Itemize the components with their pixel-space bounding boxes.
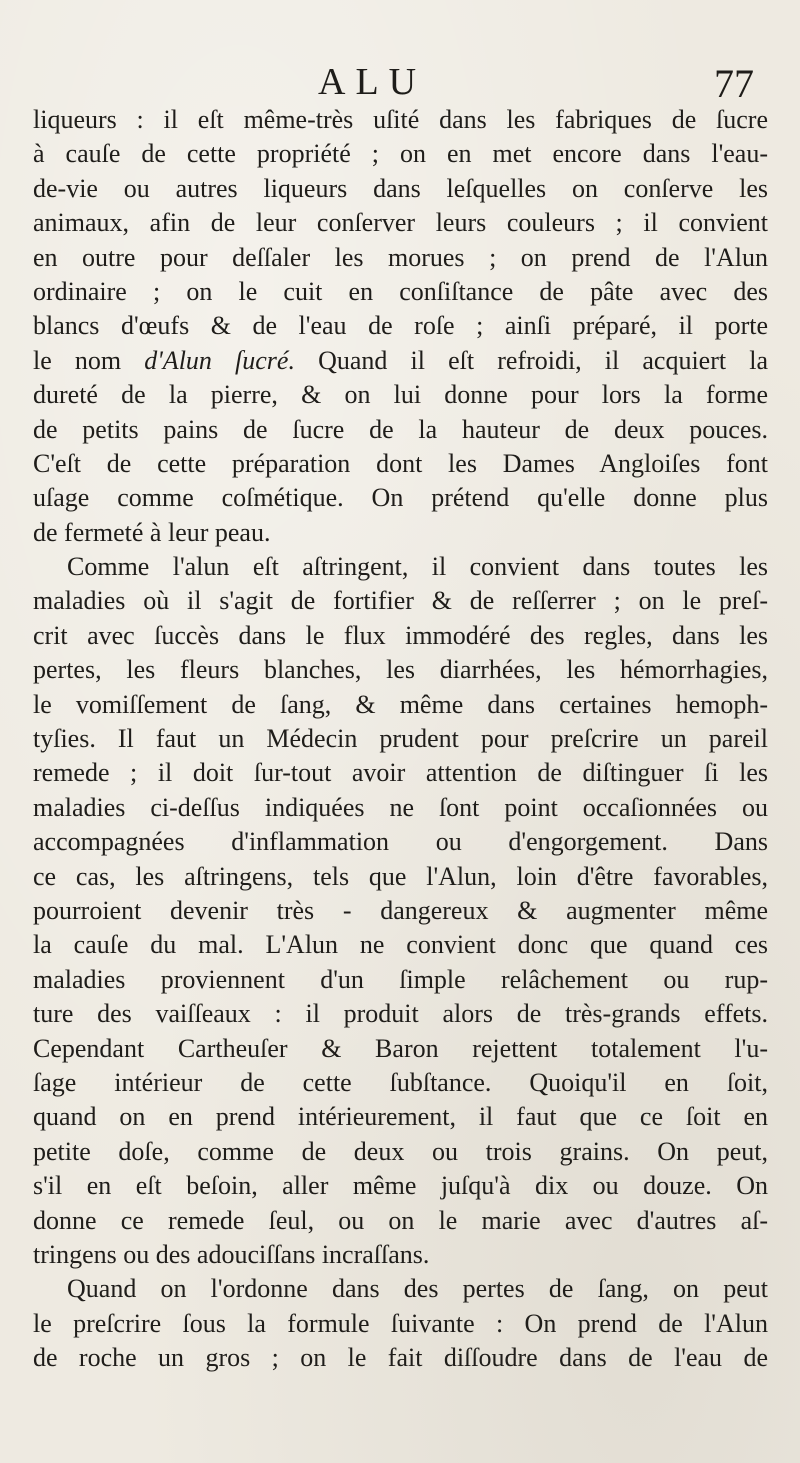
- text-line: le vomiſſement de ſang, & même dans certaines hemoph-: [33, 689, 768, 719]
- text-line: maladies proviennent d'un ſimple relâchement ou rup-: [33, 964, 768, 994]
- text-line: liqueurs : il eſt même-très uſité dans les fabriques de ſucre: [33, 105, 768, 134]
- text-line-with-italic: [33, 344, 768, 378]
- text-line: uſage comme coſmétique. On prétend qu'elle donne plus: [33, 483, 768, 513]
- paragraph-start-line: Comme l'alun eſt aſtringent, il convient dans toutes les: [67, 552, 768, 582]
- paragraph-start-line: Quand on l'ordonne dans des pertes de ſang, on peut: [67, 1274, 768, 1304]
- text-line: ſage intérieur de cette ſubſtance. Quoiqu'il en ſoit,: [33, 1067, 768, 1097]
- text-line: tyſies. Il faut un Médecin prudent pour preſcrire un pareil: [33, 724, 768, 754]
- text-line: de roche un gros ; on le fait diſſoudre dans de l'eau de: [33, 1343, 768, 1373]
- text-line: ce cas, les aſtringens, tels que l'Alun, loin d'être favorables,: [33, 861, 768, 891]
- page-number: 77: [714, 61, 754, 106]
- text-line-prefix: le nom: [33, 345, 145, 375]
- text-line: dureté de la pierre, & on lui donne pour lors la forme: [33, 380, 768, 410]
- text-line: remede ; il doit ſur-tout avoir attention de diſtinguer ſi les: [33, 758, 768, 788]
- text-line: à cauſe de cette propriété ; on en met encore dans l'eau-: [33, 139, 768, 169]
- text-line: crit avec ſuccès dans le flux immodéré des regles, dans les: [33, 620, 768, 650]
- text-line: de petits pains de ſucre de la hauteur de deux pouces.: [33, 414, 768, 444]
- text-line: en outre pour deſſaler les morues ; on prend de l'Alun: [33, 242, 768, 272]
- text-line-suffix: Quand il eſt refroidi, il acquiert la: [318, 345, 768, 375]
- text-line: la cauſe du mal. L'Alun ne convient donc que quand ces: [33, 930, 768, 960]
- text-line: accompagnées d'inflammation ou d'engorgement. Dans: [33, 827, 768, 857]
- running-head-title: ALU: [318, 61, 427, 103]
- text-line: pertes, les fleurs blanches, les diarrhées, les hémorrhagies,: [33, 655, 768, 685]
- body-text: [33, 103, 768, 1375]
- paragraph-end-line: tringens ou des adouciſſans incraſſans.: [33, 1239, 430, 1269]
- text-line: pourroient devenir très - dangereux & augmenter même: [33, 895, 768, 925]
- text-line: ture des vaiſſeaux : il produit alors de très-grands effets.: [33, 999, 768, 1029]
- text-line: donne ce remede ſeul, ou on le marie avec d'autres aſ-: [33, 1205, 768, 1235]
- text-line: s'il en eſt beſoin, aller même juſqu'à dix ou douze. On: [33, 1171, 768, 1201]
- text-line: maladies ci-deſſus indiquées ne ſont point occaſionnées ou: [33, 792, 768, 822]
- text-line: C'eſt de cette préparation dont les Dames Angloiſes font: [33, 448, 768, 478]
- text-line: blancs d'œufs & de l'eau de roſe ; ainſi préparé, il porte: [33, 311, 768, 341]
- text-line: petite doſe, comme de deux ou trois grains. On peut,: [33, 1136, 768, 1166]
- text-line: le preſcrire ſous la formule ſuivante : On prend de l'Alun: [33, 1308, 768, 1338]
- text-line: Cependant Cartheuſer & Baron rejettent totalement l'u-: [33, 1033, 768, 1063]
- text-line: animaux, afin de leur conſerver leurs couleurs ; il convient: [33, 208, 768, 238]
- text-line: ordinaire ; on le cuit en conſiſtance de pâte avec des: [33, 276, 768, 306]
- text-line: de-vie ou autres liqueurs dans leſquelles on conſerve les: [33, 173, 768, 203]
- running-head: [0, 58, 800, 106]
- italic-term: d'Alun ſucré.: [144, 345, 295, 375]
- paragraph-end-line: de fermeté à leur peau.: [33, 517, 271, 547]
- text-line: maladies où il s'agit de fortifier & de reſſerrer ; on le preſ-: [33, 586, 768, 616]
- text-line: quand on en prend intérieurement, il faut que ce ſoit en: [33, 1102, 768, 1132]
